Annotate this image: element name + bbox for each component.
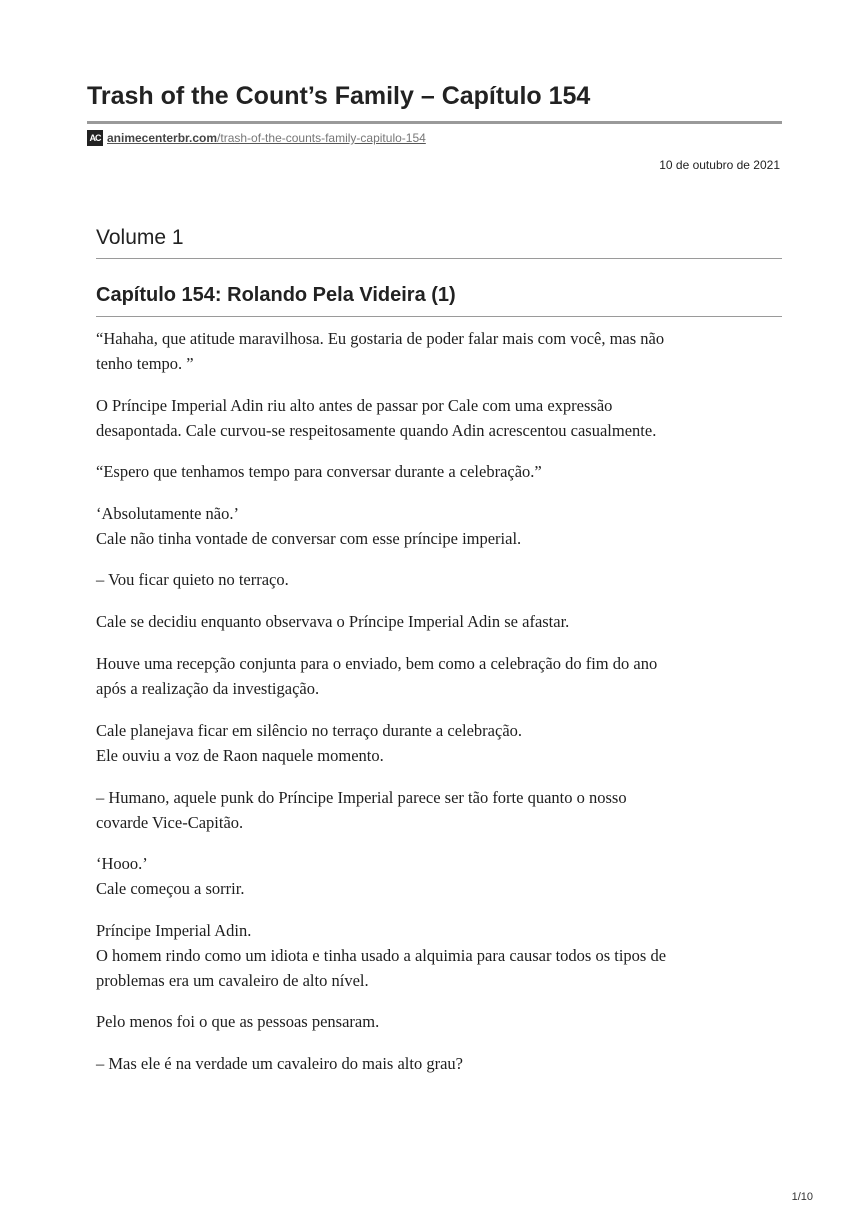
chapter-heading: Capítulo 154: Rolando Pela Videira (1) bbox=[96, 284, 456, 306]
paragraph bbox=[96, 501, 776, 551]
source-domain: animecenterbr.com bbox=[107, 131, 218, 145]
paragraph bbox=[96, 1051, 776, 1076]
paragraph-line: Cale planejava ficar em silêncio no terraço durante a celebração. bbox=[96, 721, 523, 740]
publish-date: 10 de outubro de 2021 bbox=[659, 158, 780, 172]
paragraph-line: Pelo menos foi o que as pessoas pensaram. bbox=[96, 1012, 380, 1031]
paragraph bbox=[96, 718, 776, 768]
paragraph bbox=[96, 326, 776, 376]
page-number: 1/10 bbox=[791, 1191, 813, 1203]
paragraph-line: “Hahaha, que atitude maravilhosa. Eu gostaria de poder falar mais com você, mas não bbox=[96, 329, 665, 348]
page-title: Trash of the Count’s Family – Capítulo 154 bbox=[87, 82, 591, 110]
paragraph-line: Príncipe Imperial Adin. bbox=[96, 921, 252, 940]
paragraph bbox=[96, 851, 776, 901]
paragraph-line: Houve uma recepção conjunta para o enviado, bem como a celebração do fim do ano bbox=[96, 654, 658, 673]
source-link[interactable] bbox=[107, 131, 426, 145]
paragraph-line: – Humano, aquele punk do Príncipe Imperial parece ser tão forte quanto o nosso bbox=[96, 788, 627, 807]
title-divider bbox=[87, 121, 782, 124]
paragraph-line: desapontada. Cale curvou-se respeitosamente quando Adin acrescentou casualmente. bbox=[96, 421, 657, 440]
paragraph-line: O Príncipe Imperial Adin riu alto antes de passar por Cale com uma expressão bbox=[96, 396, 613, 415]
paragraph-line: – Vou ficar quieto no terraço. bbox=[96, 570, 289, 589]
site-logo-icon: AC bbox=[87, 130, 103, 146]
paragraph-line: após a realização da investigação. bbox=[96, 679, 320, 698]
source-path: /trash-of-the-counts-family-capitulo-154 bbox=[217, 131, 426, 145]
paragraph-line: ‘Absolutamente não.’ bbox=[96, 504, 239, 523]
paragraph bbox=[96, 393, 776, 443]
paragraph bbox=[96, 651, 776, 701]
paragraph-line: – Mas ele é na verdade um cavaleiro do mais alto grau? bbox=[96, 1054, 463, 1073]
paragraph-line: ‘Hooo.’ bbox=[96, 854, 148, 873]
paragraph-line: Cale não tinha vontade de conversar com esse príncipe imperial. bbox=[96, 529, 522, 548]
paragraph-line: O homem rindo como um idiota e tinha usado a alquimia para causar todos os tipos de bbox=[96, 946, 667, 965]
paragraph-line: Ele ouviu a voz de Raon naquele momento. bbox=[96, 746, 384, 765]
paragraph bbox=[96, 785, 776, 835]
paragraph-line: tenho tempo. ” bbox=[96, 354, 194, 373]
paragraph bbox=[96, 1009, 776, 1034]
paragraph-line: covarde Vice-Capitão. bbox=[96, 813, 244, 832]
paragraph-line: Cale se decidiu enquanto observava o Príncipe Imperial Adin se afastar. bbox=[96, 612, 570, 631]
volume-heading: Volume 1 bbox=[96, 226, 184, 249]
paragraph bbox=[96, 459, 776, 484]
paragraph-line: problemas era um cavaleiro de alto nível. bbox=[96, 971, 369, 990]
chapter-divider bbox=[96, 316, 782, 317]
volume-divider bbox=[96, 258, 782, 259]
paragraph-line: Cale começou a sorrir. bbox=[96, 879, 245, 898]
paragraph bbox=[96, 567, 776, 592]
paragraph bbox=[96, 918, 776, 993]
source-row bbox=[87, 130, 426, 146]
paragraph bbox=[96, 609, 776, 634]
paragraph-line: “Espero que tenhamos tempo para conversar durante a celebração.” bbox=[96, 462, 542, 481]
